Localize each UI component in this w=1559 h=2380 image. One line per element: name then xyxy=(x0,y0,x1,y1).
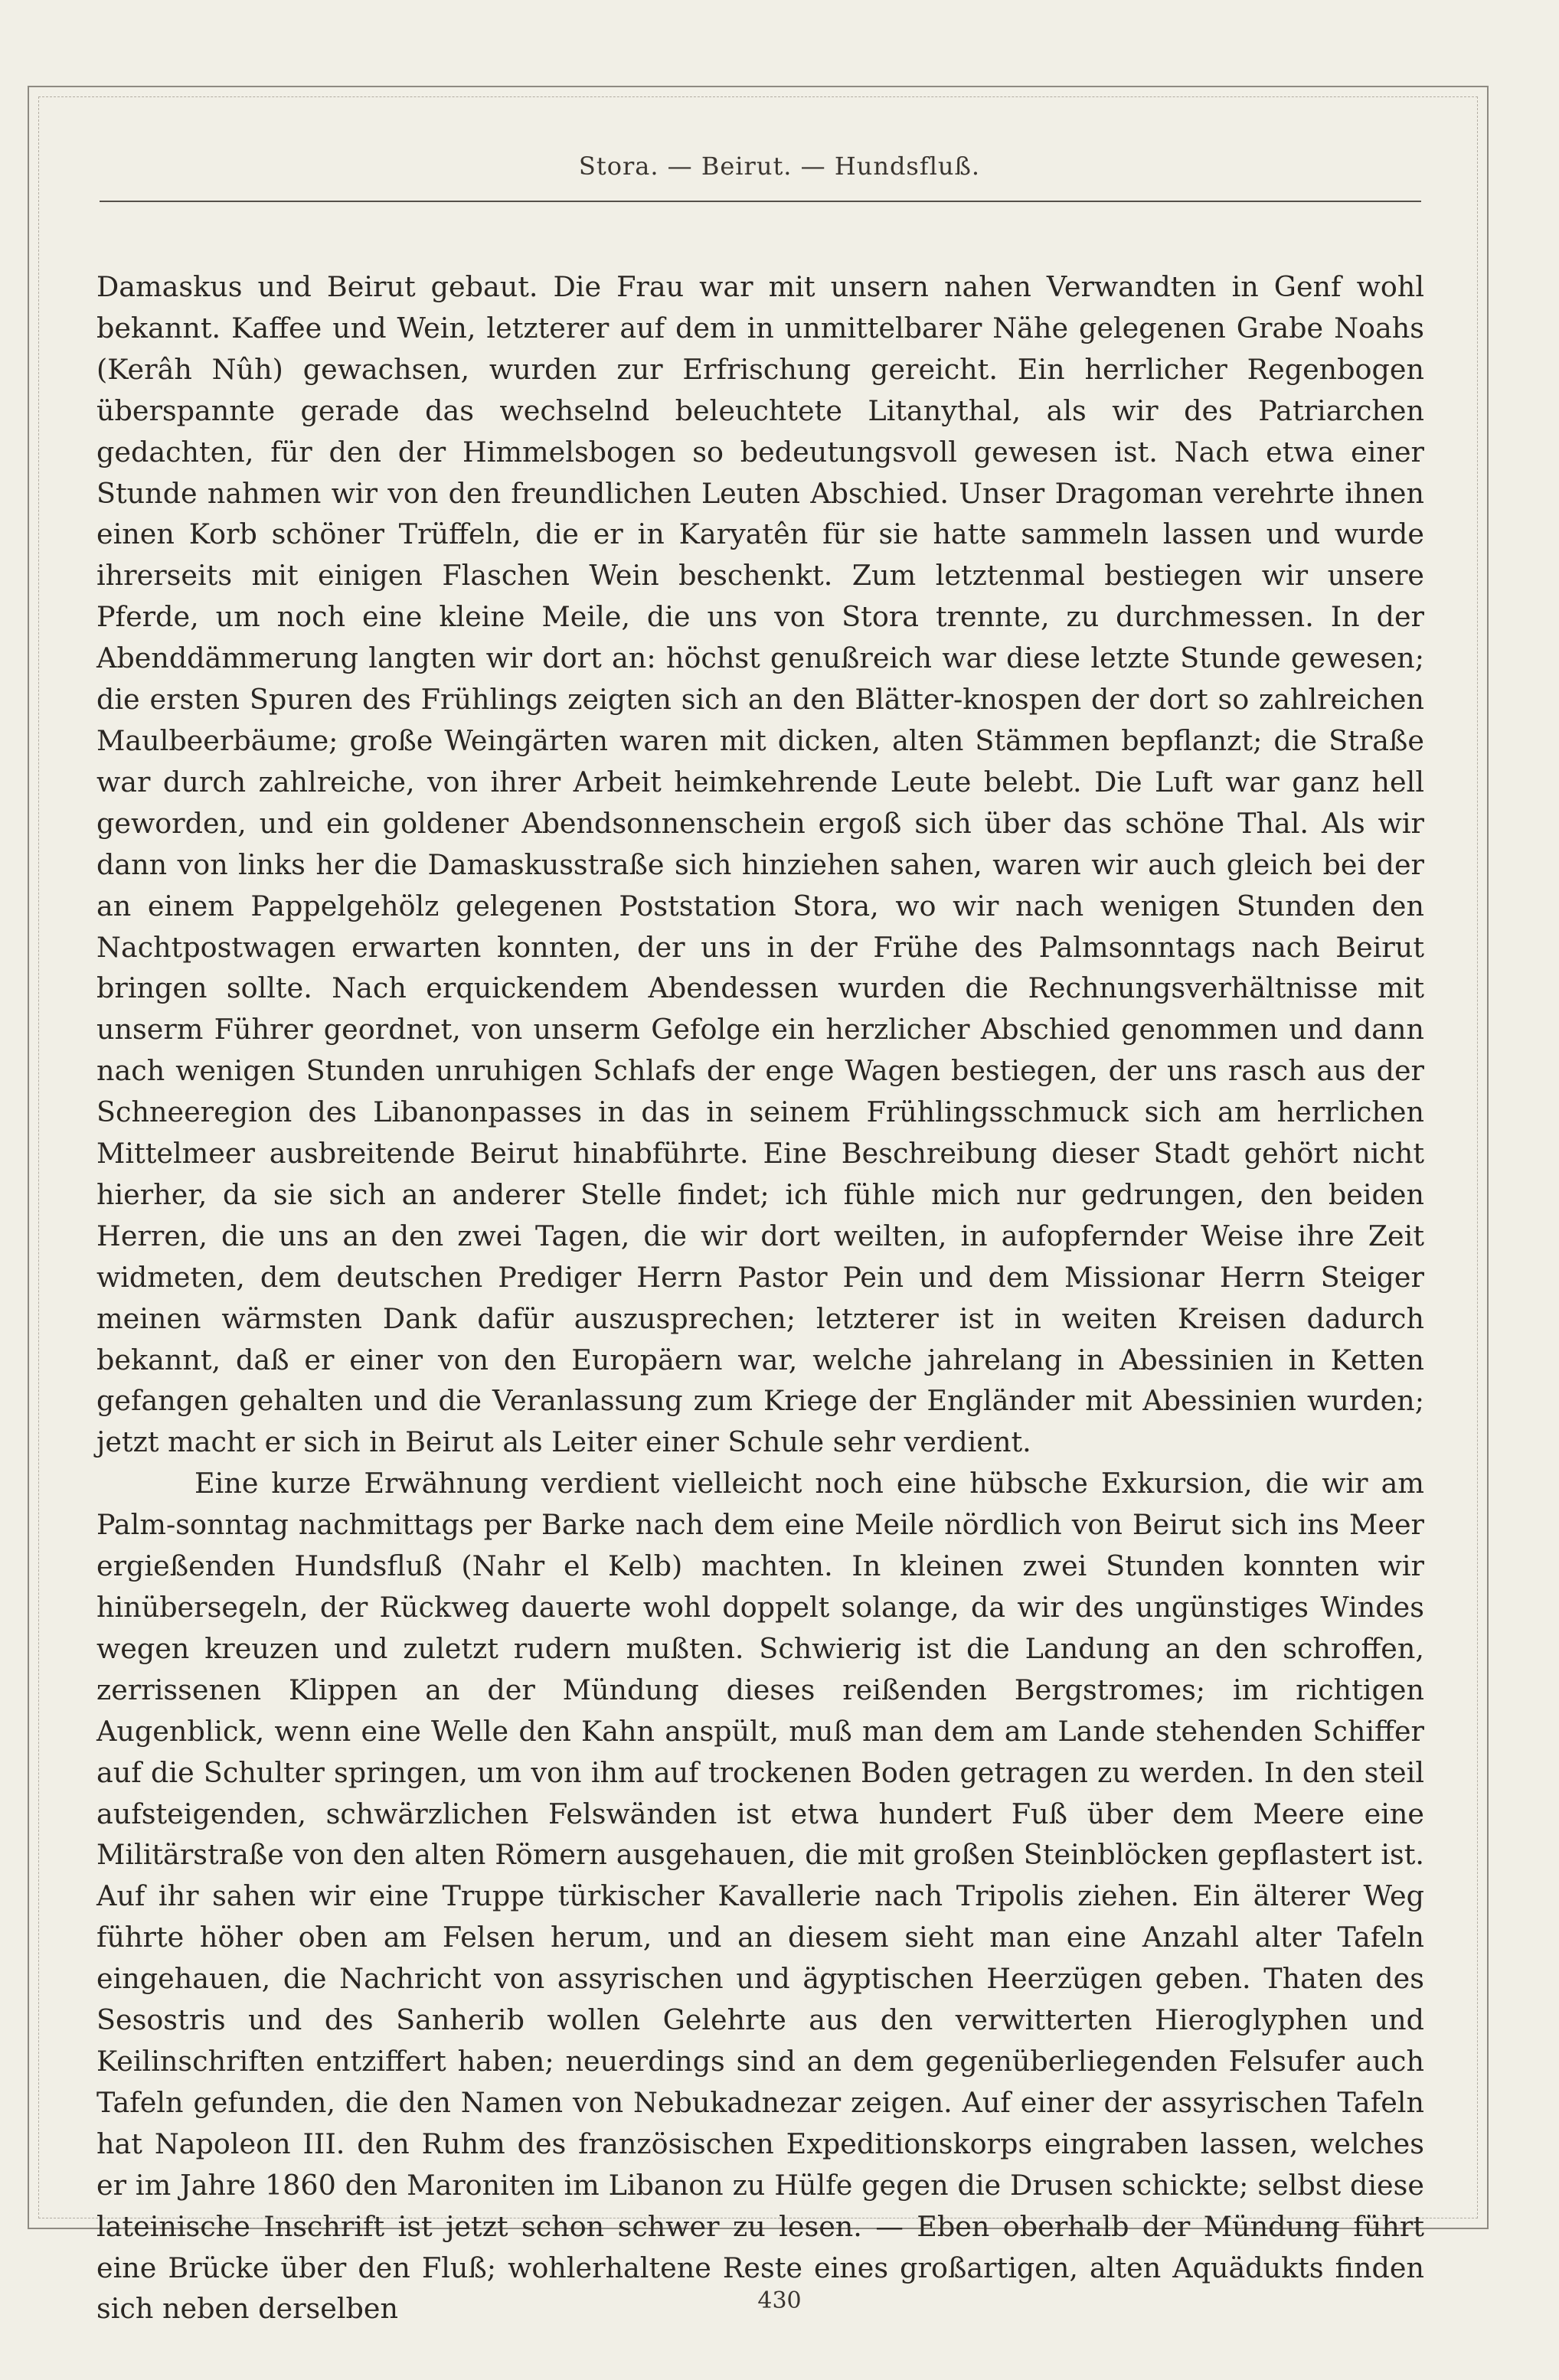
paragraph: Damaskus und Beirut gebaut. Die Frau war mit unsern nahen Verwandten in Genf wohl bekannt. Kaffee und Wein, letzterer auf dem in unmittelbarer Nähe gelegenen Grabe Noahs (Kerâh Nûh) gewachsen, wurden zur Erfrischung gereicht. Ein herrlicher Regenbogen überspannte gerade das wechselnd beleuchtete Litanythal, als wir des Patriarchen gedachten, für den der Himmelsbogen so bedeutungsvoll gewesen ist. Nach etwa einer Stunde nahmen wir von den freundlichen Leuten Abschied. Unser Dragoman verehrte ihnen einen Korb schöner Trüffeln, die er in Karyatên für sie hatte sammeln lassen und wurde ihrerseits mit einigen Flaschen Wein beschenkt. Zum letztenmal bestiegen wir unsere Pferde, um noch eine kleine Meile, die uns von Stora trennte, zu durchmessen. In der Abenddämmerung langten wir dort an: höchst genußreich war diese letzte Stunde gewesen; die ersten Spuren des Frühlings zeigten sich an den Blätter-knospen der dort so zahlreichen Maulbeerbäume; große Weingärten waren mit dicken, alten Stämmen bepflanzt; die Straße war durch zahlreiche, von ihrer Arbeit heimkehrende Leute belebt. Die Luft war ganz hell geworden, und ein goldener Abendsonnenschein ergoß sich über das schöne Thal. Als wir dann von links her die Damaskusstraße sich hinziehen sahen, waren wir auch gleich bei der an einem Pappelgehölz gelegenen Poststation Stora, wo wir nach wenigen Stunden den Nachtpostwagen erwarten konnten, der uns in der Frühe des Palmsonntags nach Beirut bringen sollte. Nach erquickendem Abendessen wurden die Rechnungsverhältnisse mit unserm Führer geordnet, von unserm Gefolge ein herzlicher Abschied genommen und dann nach wenigen Stunden unruhigen Schlafs der enge Wagen bestiegen, der uns rasch aus der Schneeregion des Libanonpasses in das in seinem Frühlingsschmuck sich am herrlichen Mittelmeer ausbreitende Beirut hinabführte. Eine Beschreibung dieser Stadt gehört nicht hierher, da sie sich an anderer Stelle findet; ich fühle mich nur gedrungen, den beiden Herren, die uns an den zwei Tagen, die wir dort weilten, in aufopfernder Weise ihre Zeit widmeten, dem deutschen Prediger Herrn Pastor Pein und dem Missionar Herrn Steiger meinen wärmsten Dank dafür auszusprechen; letzterer ist in weiten Kreisen dadurch bekannt, daß er einer von den Europäern war, welche jahrelang in Abessinien in Ketten gefangen gehalten und die Veranlassung zum Kriege der Engländer mit Abessinien wurden; jetzt macht er sich in Beirut als Leiter einer Schule sehr verdient. xyxy=(96,270,1424,1459)
body-text xyxy=(96,266,1424,2329)
page-number: 430 xyxy=(757,2287,802,2314)
header-divider xyxy=(100,201,1421,202)
paragraph: Eine kurze Erwähnung verdient vielleicht noch eine hübsche Exkursion, die wir am Palm-sonntag nachmittags per Barke nach dem eine Meile nördlich von Beirut sich ins Meer ergießenden Hundsfluß (Nahr el Kelb) machten. In kleinen zwei Stunden konnten wir hinübersegeln, der Rückweg dauerte wohl doppelt solange, da wir des ungünstiges Windes wegen kreuzen und zuletzt rudern mußten. Schwierig ist die Landung an den schroffen, zerrissenen Klippen an der Mündung dieses reißenden Bergstromes; im richtigen Augenblick, wenn eine Welle den Kahn anspült, muß man dem am Lande stehenden Schiffer auf die Schulter springen, um von ihm auf trockenen Boden getragen zu werden. In den steil aufsteigenden, schwärzlichen Felswänden ist etwa hundert Fuß über dem Meere eine Militärstraße von den alten Römern ausgehauen, die mit großen Steinblöcken gepflastert ist. Auf ihr sahen wir eine Truppe türkischer Kavallerie nach Tripolis ziehen. Ein älterer Weg führte höher oben am Felsen herum, und an diesem sieht man eine Anzahl alter Tafeln eingehauen, die Nachricht von assyrischen und ägyptischen Heerzügen geben. Thaten des Sesostris und des Sanherib wollen Gelehrte aus den verwitterten Hieroglyphen und Keilinschriften entziffert haben; neuerdings sind an dem gegenüberliegenden Felsufer auch Tafeln gefunden, die den Namen von Nebukadnezar zeigen. Auf einer der assyrischen Tafeln hat Napoleon III. den Ruhm des französischen Expeditionskorps eingraben lassen, welches er im Jahre 1860 den Maroniten im Libanon zu Hülfe gegen die Drusen schickte; selbst diese lateinische Inschrift ist jetzt schon schwer zu lesen. — Eben oberhalb der Mündung führt eine Brücke über den Fluß; wohlerhaltene Reste eines großartigen, alten Aquädukts finden sich neben derselben xyxy=(96,1467,1424,2326)
running-head: Stora. — Beirut. — Hundsfluß. xyxy=(578,152,981,181)
